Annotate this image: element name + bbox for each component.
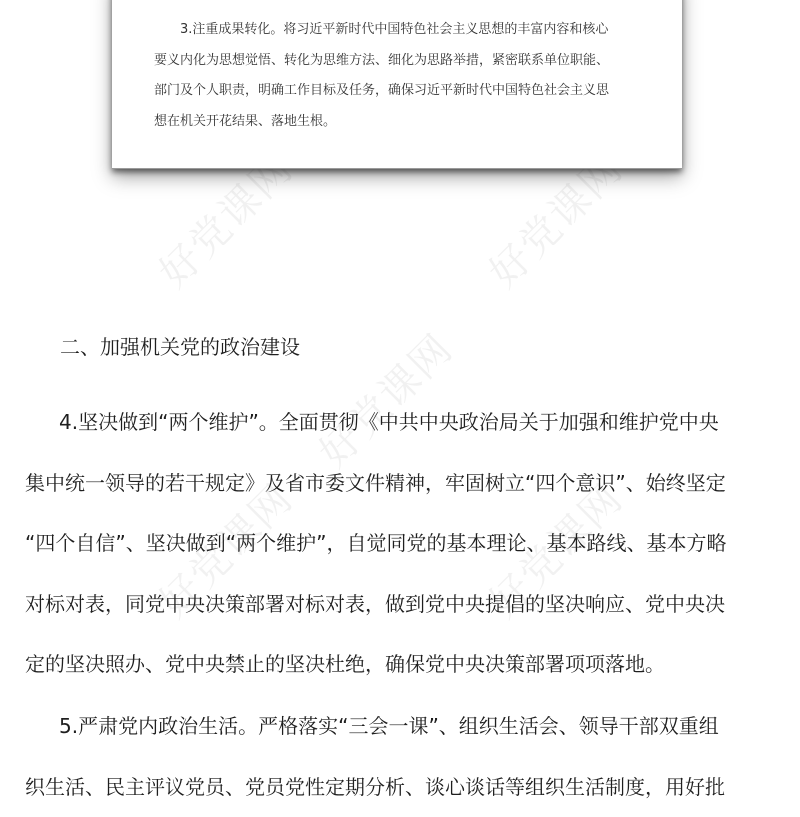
paragraph-line: 4.坚决做到“两个维护”。全面贯彻《中共中央政治局关于加强和维护党中央 [25,392,785,453]
preview-line: 要义内化为思想觉悟、转化为思维方法、细化为思路举措，紧密联系单位职能、 [154,46,654,77]
paragraph-line: 集中统一领导的若干规定》及省市委文件精神，牢固树立“四个意识”、始终坚定 [25,453,785,514]
paragraph-5 [25,696,785,817]
watermark: 好党课网 [304,319,463,478]
watermark: 好党课网 [474,139,633,298]
paragraph-line: 织生活、民主评议党员、党员党性定期分析、谈心谈话等组织生活制度，用好批 [25,757,785,817]
preview-line: 部门及个人职责，明确工作目标及任务，确保习近平新时代中国特色社会主义思 [154,76,654,107]
paragraph-line: 对标对表，同党中央决策部署对标对表，做到党中央提倡的坚决响应、党中央决 [25,574,785,635]
paragraph-line: 5.严肃党内政治生活。严格落实“三会一课”、组织生活会、领导干部双重组 [25,696,785,757]
watermark: 好党课网 [474,469,633,628]
paragraph-line: “四个自信”、坚决做到“两个维护”，自觉同党的基本理论、基本路线、基本方略 [25,513,785,574]
preview-line: 3.注重成果转化。将习近平新时代中国特色社会主义思想的丰富内容和核心 [154,15,654,46]
section-heading: 二、加强机关党的政治建设 [60,330,300,364]
paragraph-4 [25,392,785,695]
watermark: 好党课网 [144,139,303,298]
paragraph-line: 定的坚决照办、党中央禁止的坚决杜绝，确保党中央决策部署项项落地。 [25,634,785,695]
watermark: 好党课网 [144,469,303,628]
preview-line: 想在机关开花结果、落地生根。 [154,107,654,138]
